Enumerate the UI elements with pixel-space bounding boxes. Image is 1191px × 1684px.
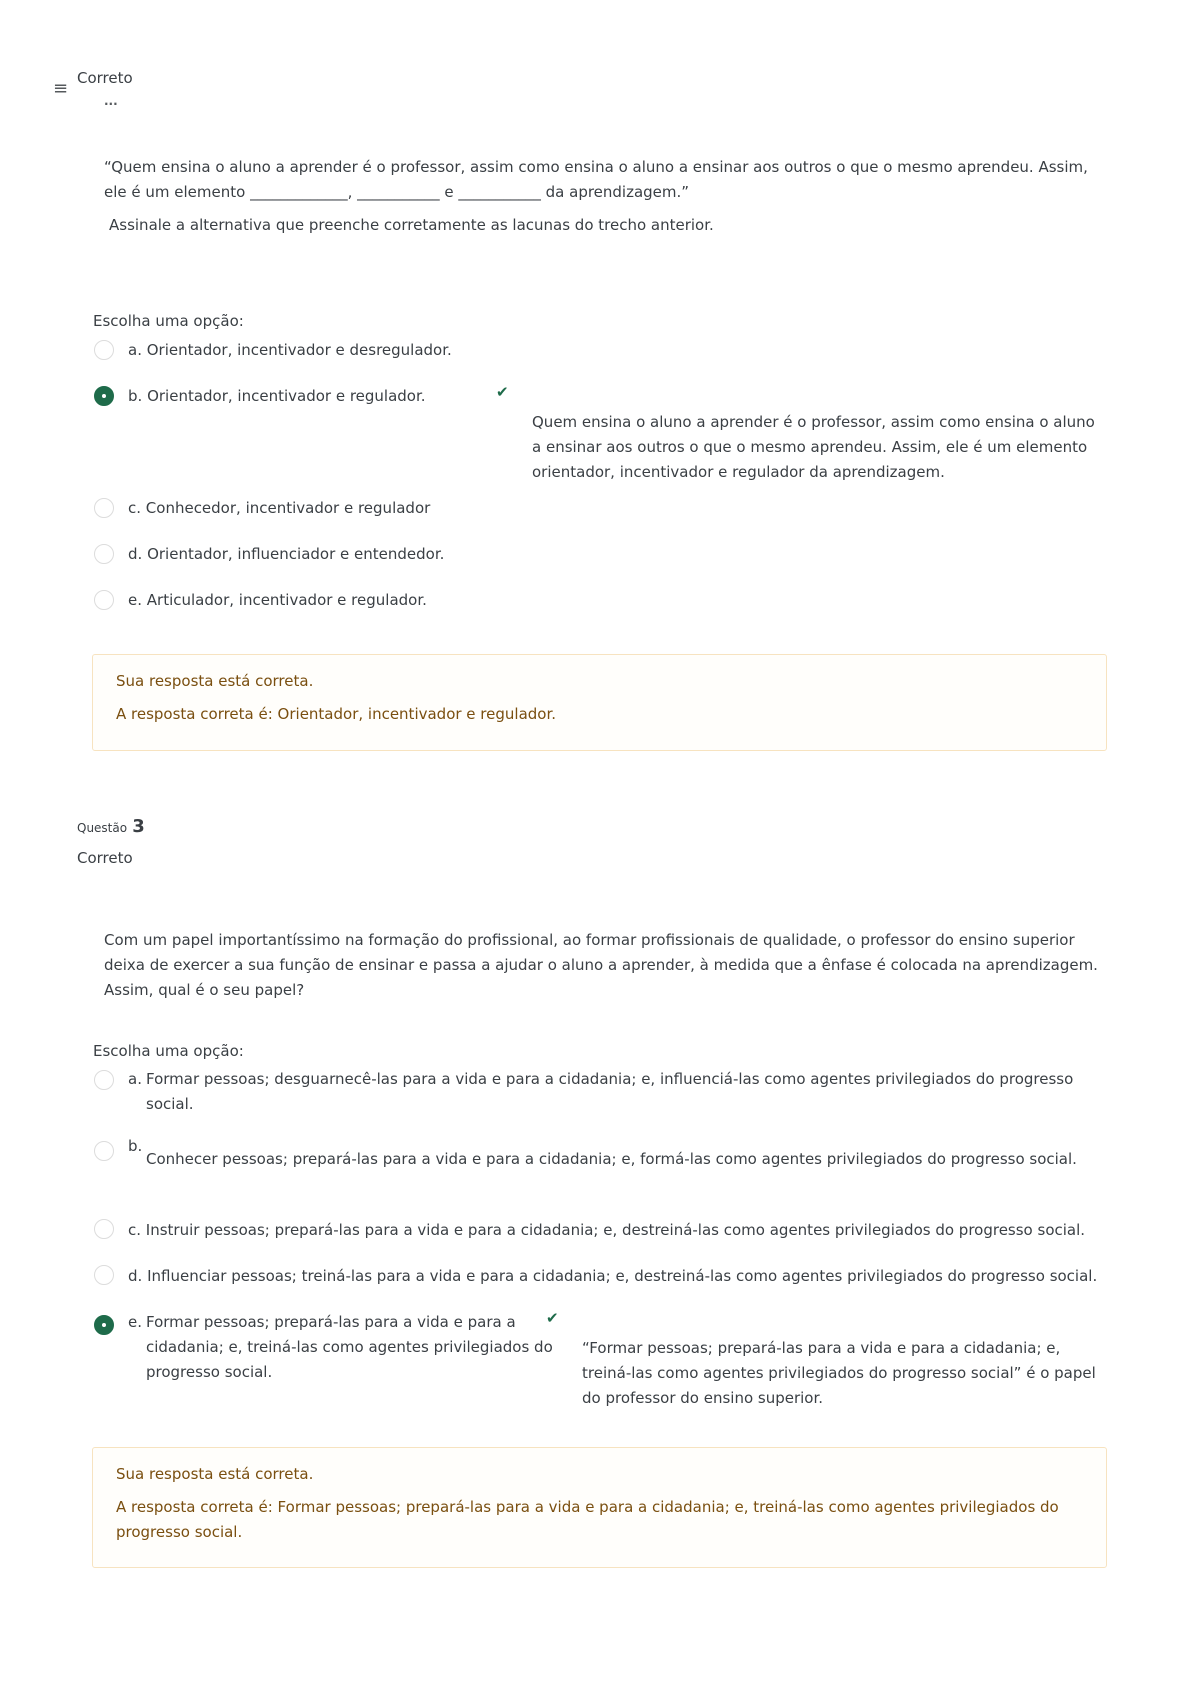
correct-check-icon: ✔ bbox=[546, 1309, 559, 1327]
option-label-d[interactable] bbox=[128, 542, 444, 567]
radio-option-b[interactable] bbox=[94, 386, 114, 406]
feedback-line: a ensinar aos outros o que o mesmo aprendeu. Assim, ele é um elemento bbox=[532, 438, 1088, 456]
option-letter: b. bbox=[128, 387, 143, 405]
option-text-line[interactable]: Conhecer pessoas; prepará-las para a vida e para a cidadania; e, formá-las como agentes privilegiados do progresso social. bbox=[146, 1150, 1077, 1168]
question-number bbox=[77, 816, 145, 837]
option-letter: e. bbox=[128, 1313, 142, 1331]
radio-option-a[interactable] bbox=[94, 1070, 114, 1090]
question-number-value: 3 bbox=[132, 816, 145, 837]
question-text-line: deixa de exercer a sua função de ensinar e passa a ajudar o aluno a aprender, à medida que a ênfase é colocada na aprendizagem. bbox=[104, 956, 1098, 974]
feedback-line: Quem ensina o aluno a aprender é o professor, assim como ensina o aluno bbox=[532, 413, 1095, 431]
radio-option-b[interactable] bbox=[94, 1141, 114, 1161]
option-text: Influenciar pessoas; treiná-las para a vida e para a cidadania; e, destreiná-las como agentes privilegiados do progresso social. bbox=[147, 1267, 1098, 1285]
option-feedback bbox=[532, 410, 1095, 485]
radio-option-e[interactable] bbox=[94, 1315, 114, 1335]
feedback-line: “Formar pessoas; prepará-las para a vida e para a cidadania; e, bbox=[582, 1339, 1061, 1357]
correct-answer-line: A resposta correta é: Formar pessoas; prepará-las para a vida e para a cidadania; e, treiná-las como agentes privilegiados do bbox=[116, 1498, 1059, 1516]
option-label-c[interactable] bbox=[128, 496, 430, 521]
option-label-a[interactable] bbox=[128, 1067, 1088, 1117]
option-text: Orientador, influenciador e entendedor. bbox=[147, 545, 445, 563]
option-label-c[interactable] bbox=[128, 1218, 1085, 1243]
feedback-box bbox=[92, 1447, 1107, 1568]
radio-option-a[interactable] bbox=[94, 340, 114, 360]
question-state: Correto bbox=[77, 69, 133, 87]
question-text-line: Assim, qual é o seu papel? bbox=[104, 981, 305, 999]
option-letter: d. bbox=[128, 1267, 143, 1285]
option-label-e[interactable] bbox=[128, 588, 427, 613]
choose-option-label: Escolha uma opção: bbox=[93, 1042, 244, 1060]
option-letter[interactable]: b. bbox=[128, 1137, 143, 1155]
option-text-line: Formar pessoas; prepará-las para a vida e para a bbox=[146, 1313, 516, 1331]
question-text-line: ele é um elemento _____________, ___________ e ___________ da aprendizagem.” bbox=[104, 183, 690, 201]
feedback-box bbox=[92, 654, 1107, 751]
option-text: Orientador, incentivador e desregulador. bbox=[146, 341, 452, 359]
option-text: Orientador, incentivador e regulador. bbox=[147, 387, 426, 405]
option-label-a[interactable] bbox=[128, 338, 452, 363]
option-text-line: cidadania; e, treiná-las como agentes privilegiados do bbox=[146, 1338, 553, 1356]
more-dots-icon[interactable]: ... bbox=[104, 94, 118, 108]
option-text: Instruir pessoas; prepará-las para a vida e para a cidadania; e, destreiná-las como agentes privilegiados do progresso social. bbox=[145, 1221, 1086, 1239]
correct-check-icon: ✔ bbox=[496, 383, 509, 401]
option-text: Conhecedor, incentivador e regulador bbox=[145, 499, 431, 517]
feedback-line: orientador, incentivador e regulador da aprendizagem. bbox=[532, 463, 945, 481]
correct-answer-text bbox=[116, 1495, 1083, 1545]
radio-option-d[interactable] bbox=[94, 544, 114, 564]
option-label-e[interactable] bbox=[128, 1310, 553, 1385]
option-text-line: social. bbox=[146, 1095, 194, 1113]
question-text-line: “Quem ensina o aluno a aprender é o professor, assim como ensina o aluno a ensinar aos outros o que o mesmo aprendeu. Assim, bbox=[104, 158, 1088, 176]
option-letter: c. bbox=[128, 1221, 142, 1239]
radio-option-d[interactable] bbox=[94, 1265, 114, 1285]
option-text-line: Formar pessoas; desguarnecê-las para a vida e para a cidadania; e, influenciá-las como agentes privilegiados do progresso bbox=[146, 1070, 1074, 1088]
option-letter: a. bbox=[128, 341, 142, 359]
choose-option-label: Escolha uma opção: bbox=[93, 312, 244, 330]
question-state: Correto bbox=[77, 849, 133, 867]
result-text: Sua resposta está correta. bbox=[116, 672, 314, 690]
option-text-line: progresso social. bbox=[146, 1363, 273, 1381]
radio-option-c[interactable] bbox=[94, 1219, 114, 1239]
feedback-line: treiná-las como agentes privilegiados do progresso social” é o papel bbox=[582, 1364, 1096, 1382]
option-label-d[interactable] bbox=[128, 1264, 1097, 1289]
correct-answer-line: progresso social. bbox=[116, 1523, 243, 1541]
radio-option-c[interactable] bbox=[94, 498, 114, 518]
question-text bbox=[104, 155, 1088, 205]
question-instruction: Assinale a alternativa que preenche corretamente as lacunas do trecho anterior. bbox=[109, 216, 714, 234]
menu-icon[interactable]: ≡ bbox=[53, 78, 69, 99]
question-text-line: Com um papel importantíssimo na formação do profissional, ao formar profissionais de qualidade, o professor do ensino superior bbox=[104, 931, 1075, 949]
question-label: Questão bbox=[77, 821, 128, 835]
radio-option-e[interactable] bbox=[94, 590, 114, 610]
question-text bbox=[104, 928, 1098, 1003]
feedback-line: do professor do ensino superior. bbox=[582, 1389, 824, 1407]
option-text: Articulador, incentivador e regulador. bbox=[146, 591, 427, 609]
option-letter: a. bbox=[128, 1070, 142, 1088]
option-letter: d. bbox=[128, 545, 143, 563]
correct-answer-text: A resposta correta é: Orientador, incentivador e regulador. bbox=[116, 705, 557, 723]
option-letter: c. bbox=[128, 499, 142, 517]
result-text: Sua resposta está correta. bbox=[116, 1465, 314, 1483]
option-letter: e. bbox=[128, 591, 142, 609]
option-feedback bbox=[582, 1336, 1096, 1411]
option-label-b[interactable] bbox=[128, 384, 426, 409]
